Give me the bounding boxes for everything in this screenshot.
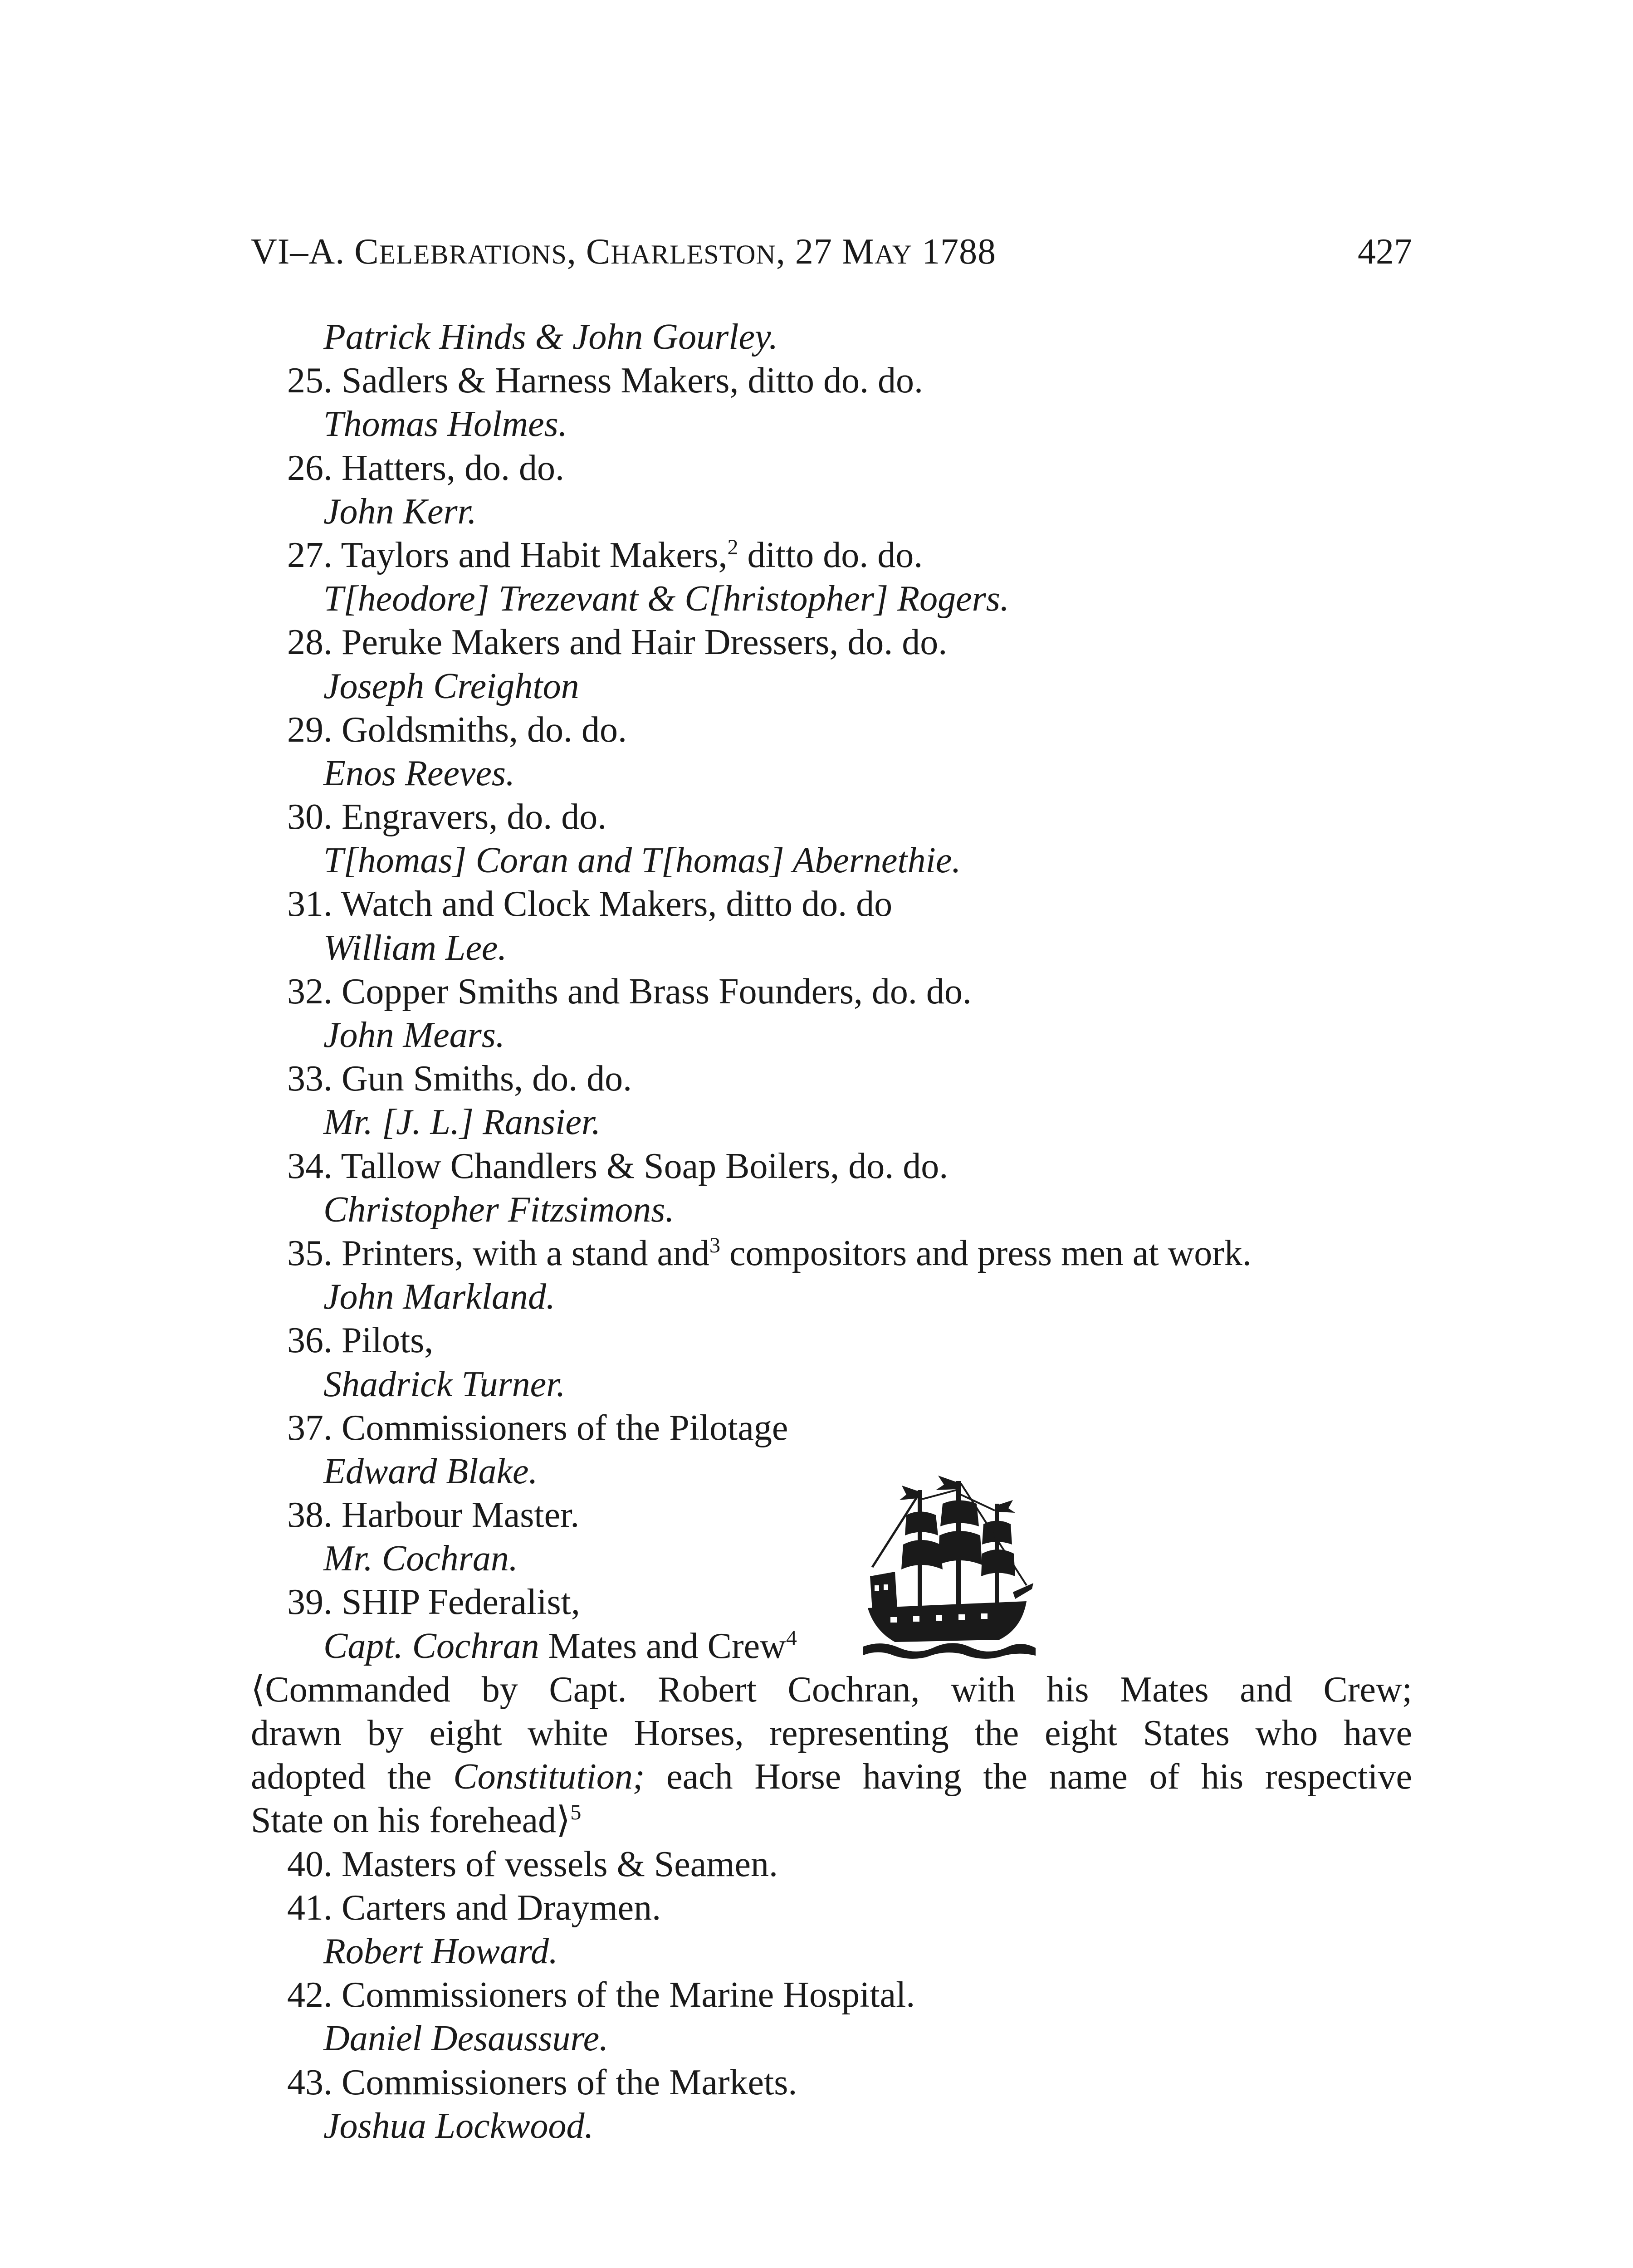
list-item-name: John Mears. xyxy=(323,1015,505,1055)
list-item: 35. Printers, with a stand and$^3$ compositors and press men at work. xyxy=(287,1233,1252,1273)
list-item: 25. Sadlers & Harness Makers, ditto do. do. xyxy=(287,361,924,401)
list-item-name: Christopher Fitzsimons. xyxy=(323,1189,675,1230)
list-item-name: Joshua Lockwood. xyxy=(323,2106,594,2146)
list-item-name: John Markland. xyxy=(323,1277,556,1317)
list-item: 42. Commissioners of the Marine Hospital. xyxy=(287,1975,915,2015)
list-item-name: Edward Blake. xyxy=(323,1451,538,1491)
page-number: 427 xyxy=(1358,232,1412,272)
list-item-name: John Kerr. xyxy=(323,491,477,532)
list-item: 26. Hatters, do. do. xyxy=(287,448,565,488)
paragraph-line: drawn by eight white Horses, representing the eight States who have xyxy=(251,1713,1412,1753)
list-item: 31. Watch and Clock Makers, ditto do. do xyxy=(287,884,893,924)
list-item: 39. SHIP Federalist, xyxy=(287,1582,580,1623)
paragraph-line: State on his forehead⟩$^5$ xyxy=(251,1800,582,1841)
list-item: 29. Goldsmiths, do. do. xyxy=(287,709,627,750)
list-item: 38. Harbour Master. xyxy=(287,1495,580,1535)
ship-icon xyxy=(863,1472,1036,1662)
list-item: 34. Tallow Chandlers & Soap Boilers, do. do. xyxy=(287,1146,949,1186)
paragraph-line: adopted the Constitution; each Horse having the name of his respective xyxy=(251,1757,1412,1797)
list-item-name: William Lee. xyxy=(323,928,507,968)
list-item: 43. Commissioners of the Markets. xyxy=(287,2062,797,2102)
paragraph-line: ⟨Commanded by Capt. Robert Cochran, with his Mates and Crew; xyxy=(251,1669,1412,1710)
list-item-name: Mr. [J. L.] Ransier. xyxy=(323,1102,601,1143)
running-title: VI–A. CELEBRATIONS, CHARLESTON, 27 MAY 1788 xyxy=(251,232,997,272)
list-item-name: Thomas Holmes. xyxy=(323,404,567,445)
document-body xyxy=(251,315,1412,2148)
list-item: 30. Engravers, do. do. xyxy=(287,797,607,837)
list-item-name: T[heodore] Trezevant & C[hristopher] Rogers. xyxy=(323,579,1009,619)
list-item: 27. Taylors and Habit Makers,$^2$ ditto do. do. xyxy=(287,535,923,575)
footnote-marker: 3 xyxy=(709,1233,720,1257)
footnote-marker: 2 xyxy=(727,535,738,559)
list-item: 28. Peruke Makers and Hair Dressers, do. do. xyxy=(287,622,948,663)
list-item-name: Mr. Cochran. xyxy=(323,1539,518,1579)
running-header xyxy=(251,229,1412,274)
list-item-name: Daniel Desaussure. xyxy=(323,2019,609,2059)
list-item: 37. Commissioners of the Pilotage xyxy=(287,1408,788,1448)
list-item-name: Patrick Hinds & John Gourley. xyxy=(323,317,778,357)
list-item: 40. Masters of vessels & Seamen. xyxy=(287,1844,778,1884)
list-item: 41. Carters and Draymen. xyxy=(287,1887,661,1928)
list-item-name: T[homas] Coran and T[homas] Abernethie. xyxy=(323,841,961,881)
list-item-name: Enos Reeves. xyxy=(323,753,515,793)
list-item: 36. Pilots, xyxy=(287,1320,434,1361)
list-item: 33. Gun Smiths, do. do. xyxy=(287,1059,632,1099)
list-item-name: Shadrick Turner. xyxy=(323,1364,566,1404)
footnote-marker: 4 xyxy=(786,1626,797,1650)
list-item: 32. Copper Smiths and Brass Founders, do. do. xyxy=(287,971,972,1012)
list-item-name: Robert Howard. xyxy=(323,1931,558,1971)
list-item-name: Capt. Cochran Mates and Crew$^4$ xyxy=(323,1626,797,1666)
footnote-marker: 5 xyxy=(570,1800,582,1825)
list-item-name: Joseph Creighton xyxy=(323,666,579,706)
